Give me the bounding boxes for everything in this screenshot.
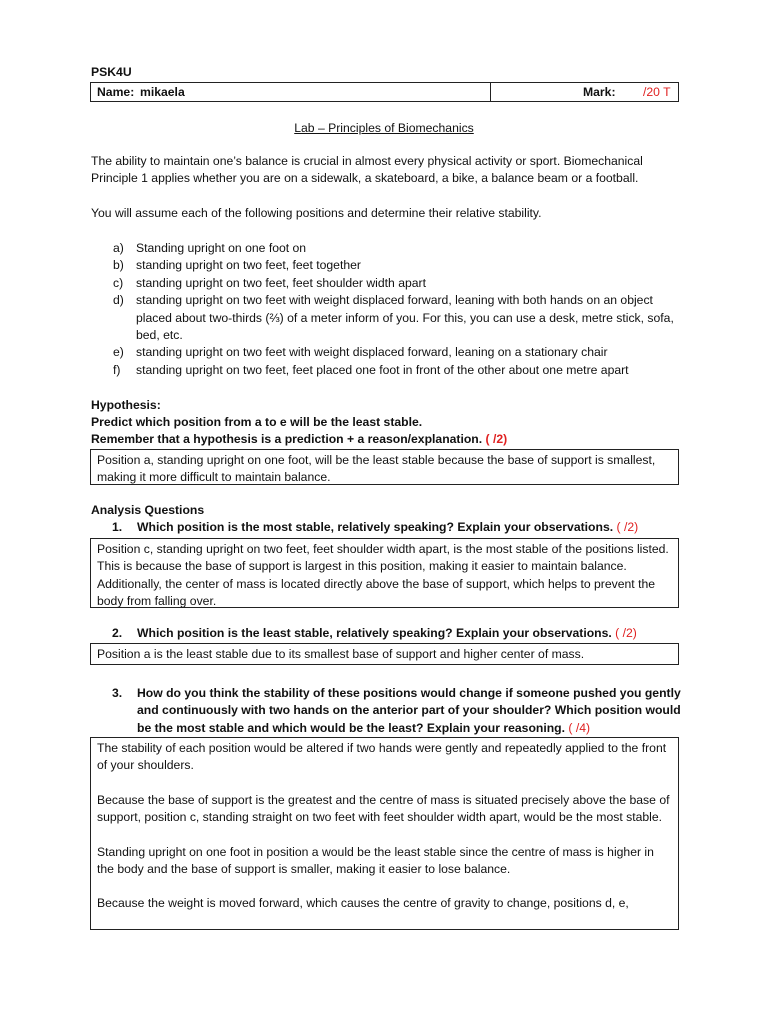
list-item — [91, 292, 683, 344]
instructions-paragraph: You will assume each of the following positions and determine their relative stability. — [91, 206, 542, 220]
list-item — [91, 275, 683, 292]
question-1 — [112, 519, 682, 536]
list-item-text: standing upright on two feet with weight displaced forward, leaning with both hands on an object placed about two-thirds (⅔) of a meter inform of you. For this, you can use a desk, metre stick, sofa, bed, etc. — [136, 293, 674, 343]
analysis-heading: Analysis Questions — [91, 503, 205, 517]
list-item — [91, 240, 683, 257]
question-number: 2. — [112, 626, 123, 640]
question-number: 1. — [112, 520, 123, 534]
list-item-text: Standing upright on one foot on — [136, 241, 307, 255]
hypothesis-line-2: Remember that a hypothesis is a prediction + a reason/explanation. — [91, 432, 483, 446]
name-value: mikaela — [140, 85, 185, 99]
question-2 — [112, 625, 682, 642]
question-3-answer-paragraph: Standing upright on one foot in position a would be the least stable since the centre of mass is higher in the body and the base of support is smaller, making it easier to lose balance. — [97, 844, 654, 877]
list-item-text: standing upright on two feet, feet shoulder width apart — [136, 275, 426, 290]
list-item — [91, 257, 683, 274]
hypothesis-heading: Hypothesis: — [91, 398, 161, 412]
list-item-label: a) — [113, 241, 124, 255]
list-item-label: f) — [113, 362, 121, 377]
question-1-answer-box[interactable] — [90, 538, 679, 608]
list-item — [91, 362, 683, 379]
list-item-label: e) — [113, 345, 124, 360]
question-number: 3. — [112, 686, 123, 700]
list-item-text: standing upright on two feet with weight displaced forward, leaning on a stationary chair — [136, 345, 608, 360]
hypothesis-answer-box[interactable] — [90, 449, 679, 485]
list-item-text: standing upright on two feet, feet together — [136, 258, 361, 273]
mark-cell — [490, 82, 679, 102]
question-3 — [112, 685, 682, 737]
list-item-label: c) — [113, 275, 124, 290]
intro-paragraph: The ability to maintain one’s balance is crucial in almost every physical activity or sport. Biomechanical Principle 1 applies whether you are on a sidewalk, a skateboard, a bike, a balance beam or a football. — [91, 154, 643, 186]
question-3-answer-box[interactable] — [90, 737, 679, 930]
question-marks: ( /2) — [615, 626, 637, 640]
question-text: Which position is the most stable, relatively speaking? Explain your observations. — [137, 520, 614, 534]
positions-list — [91, 240, 683, 379]
question-3-answer-paragraph: The stability of each position would be altered if two hands were gently and repeatedly applied to the front of your shoulders. — [97, 741, 667, 773]
list-item-text: standing upright on two feet, feet placed one foot in front of the other about one metre apart — [136, 362, 629, 377]
question-text: How do you think the stability of these positions would change if someone pushed you gently and continuously with two hands on the anterior part of your shoulder? Which position would be the most stable and which would be the least? Explain your reasoning. — [137, 686, 681, 735]
mark-value: /20 T — [643, 85, 671, 99]
hypothesis-marks: ( /2) — [485, 432, 508, 446]
mark-label: Mark: — [583, 85, 616, 99]
list-item-label: d) — [113, 293, 124, 308]
question-text: Which position is the least stable, relatively speaking? Explain your observations. — [137, 626, 612, 640]
question-2-answer-box[interactable] — [90, 643, 679, 665]
course-code: PSK4U — [91, 65, 132, 79]
hypothesis-line-2-wrap — [91, 431, 507, 448]
question-2-answer: Position a is the least stable due to its smallest base of support and higher center of mass. — [97, 647, 585, 661]
question-1-answer: Position c, standing upright on two feet, feet shoulder width apart, is the most stable of the positions listed. This is because the base of support is largest in this position, making it easier to maintain balance. Additionally, the center of mass is located directly above the base of support, which helps to prevent the body from falling over. — [97, 542, 669, 609]
list-item-label: b) — [113, 258, 124, 273]
hypothesis-line-1: Predict which position from a to e will be the least stable. — [91, 415, 423, 429]
question-marks: ( /2) — [616, 520, 639, 534]
question-marks: ( /4) — [568, 720, 591, 735]
question-3-answer-paragraph: Because the weight is moved forward, which causes the centre of gravity to change, positions d, e, — [97, 896, 629, 911]
page-title: Lab – Principles of Biomechanics — [294, 121, 474, 135]
question-3-answer-paragraph: Because the base of support is the greatest and the centre of mass is situated precisely above the base of support, position c, standing straight on two feet with feet shoulder width apart, would be the most stable. — [97, 792, 670, 825]
list-item — [91, 344, 683, 361]
hypothesis-answer: Position a, standing upright on one foot, will be the least stable because the base of support is smallest, making it more difficult to maintain balance. — [97, 453, 656, 485]
name-cell — [90, 82, 491, 102]
name-label: Name: — [97, 85, 135, 99]
